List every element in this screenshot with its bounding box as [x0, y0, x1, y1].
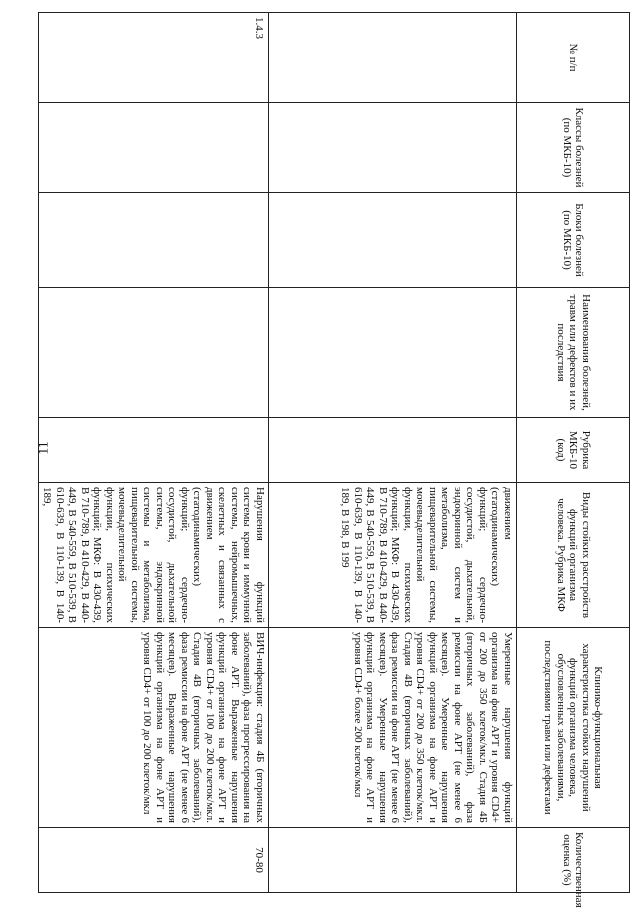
cell-classes — [39, 103, 269, 193]
cell-code — [36, 418, 269, 483]
header-clinical-characteristic: Клинико-функциональная характеристика стойких нарушений функций организма человека, обусловленных заболеваниями, последствиями травм или дефектами — [517, 628, 630, 828]
cell-names — [269, 288, 517, 418]
cell-score: 70-80 — [39, 828, 269, 893]
header-disease-classes: Классы болезней (по МКБ-10) — [517, 103, 630, 193]
cell-blocks — [269, 193, 517, 288]
header-disease-blocks: Блоки болезней (по МКБ-10) — [517, 193, 630, 288]
cell-names — [39, 288, 269, 418]
cell-number — [269, 13, 517, 103]
table-row — [269, 13, 517, 893]
page-number: 11 — [36, 441, 52, 455]
header-disorder-kinds: Виды стойких расстройств функций организма человека. Рубрика МКФ — [517, 483, 630, 628]
cell-disorder-kinds: Нарушения функций системы крови и иммунной системы, нейромышечных, скелетных и связанных с движением (статодинамических) функций; сердечно-сосудистой, дыхательной системы, эндокринной системы и метаболизма, пищеварительной системы, мочевыделительной функции, психических функций; МКФ: B 430-439, B 710-789, B 410-429, B 440-449, B 540-559, B 510-539, B 610-639, B 110-139, B 140-189, — [39, 483, 269, 628]
cell-code — [269, 418, 517, 483]
cell-blocks — [39, 193, 269, 288]
header-number: № п/п — [517, 13, 630, 103]
cell-score — [269, 828, 517, 893]
table-row — [39, 13, 269, 893]
header-disease-names: Наименования болезней, травм или дефектов и их последствия — [517, 288, 630, 418]
header-icd-code: Рубрика МКБ-10 (код) — [517, 418, 630, 483]
cell-clinical: Умеренные нарушения функций организма на фоне АРТ и уровня CD4+ от 200 до 350 клеток/мкл. Стадия 4Б (вторичных заболеваний), фаза ремиссии на фоне АРТ (не менее 6 месяцев). Умеренные нарушения функций организма на фоне АРТ и уровня CD4+ от 200 до 350 клеток/мкл. Стадия 4В (вторичных заболеваний), фаза ремиссии на фоне АРТ (не менее 6 месяцев). Умеренные нарушения функций организма на фоне АРТ и уровня CD4+ более 200 клеток/мкл — [269, 628, 517, 828]
cell-disorder-kinds: движением (статодинамических) функций; сердечно-сосудистой, дыхательной, эндокринной систем и метаболизма, пищеварительной системы, мочевыделительной функции, психических функций; МКФ: B 430-439, B 710-789, B 410-429, B 440-449, B 540-559, B 510-539, B 610-639, B 110-139, B 140-189, B 198, B 199 — [269, 483, 517, 628]
disability-criteria-table — [38, 12, 630, 908]
header-quantitative-score: Количественная оценка (%) — [517, 828, 630, 893]
cell-clinical: ВИЧ-инфекция: стадия 4Б (вторичных заболеваний), фаза прогрессирования на фоне АРТ. Выраженные нарушения функций организма на фоне АРТ и уровня CD4+ от 100 до 200 клеток/мкл. Стадия 4В (вторичных заболеваний), фаза ремиссии на фоне АРТ (не менее 6 месяцев). Выраженные нарушения функций организма на фоне АРТ и уровня CD4+ от 100 до 200 клеток/мкл — [39, 628, 269, 828]
document-sheet — [41, 12, 630, 908]
cell-classes — [269, 103, 517, 193]
cell-number: 1.4.3 — [39, 13, 269, 103]
table-header-row — [517, 13, 630, 893]
